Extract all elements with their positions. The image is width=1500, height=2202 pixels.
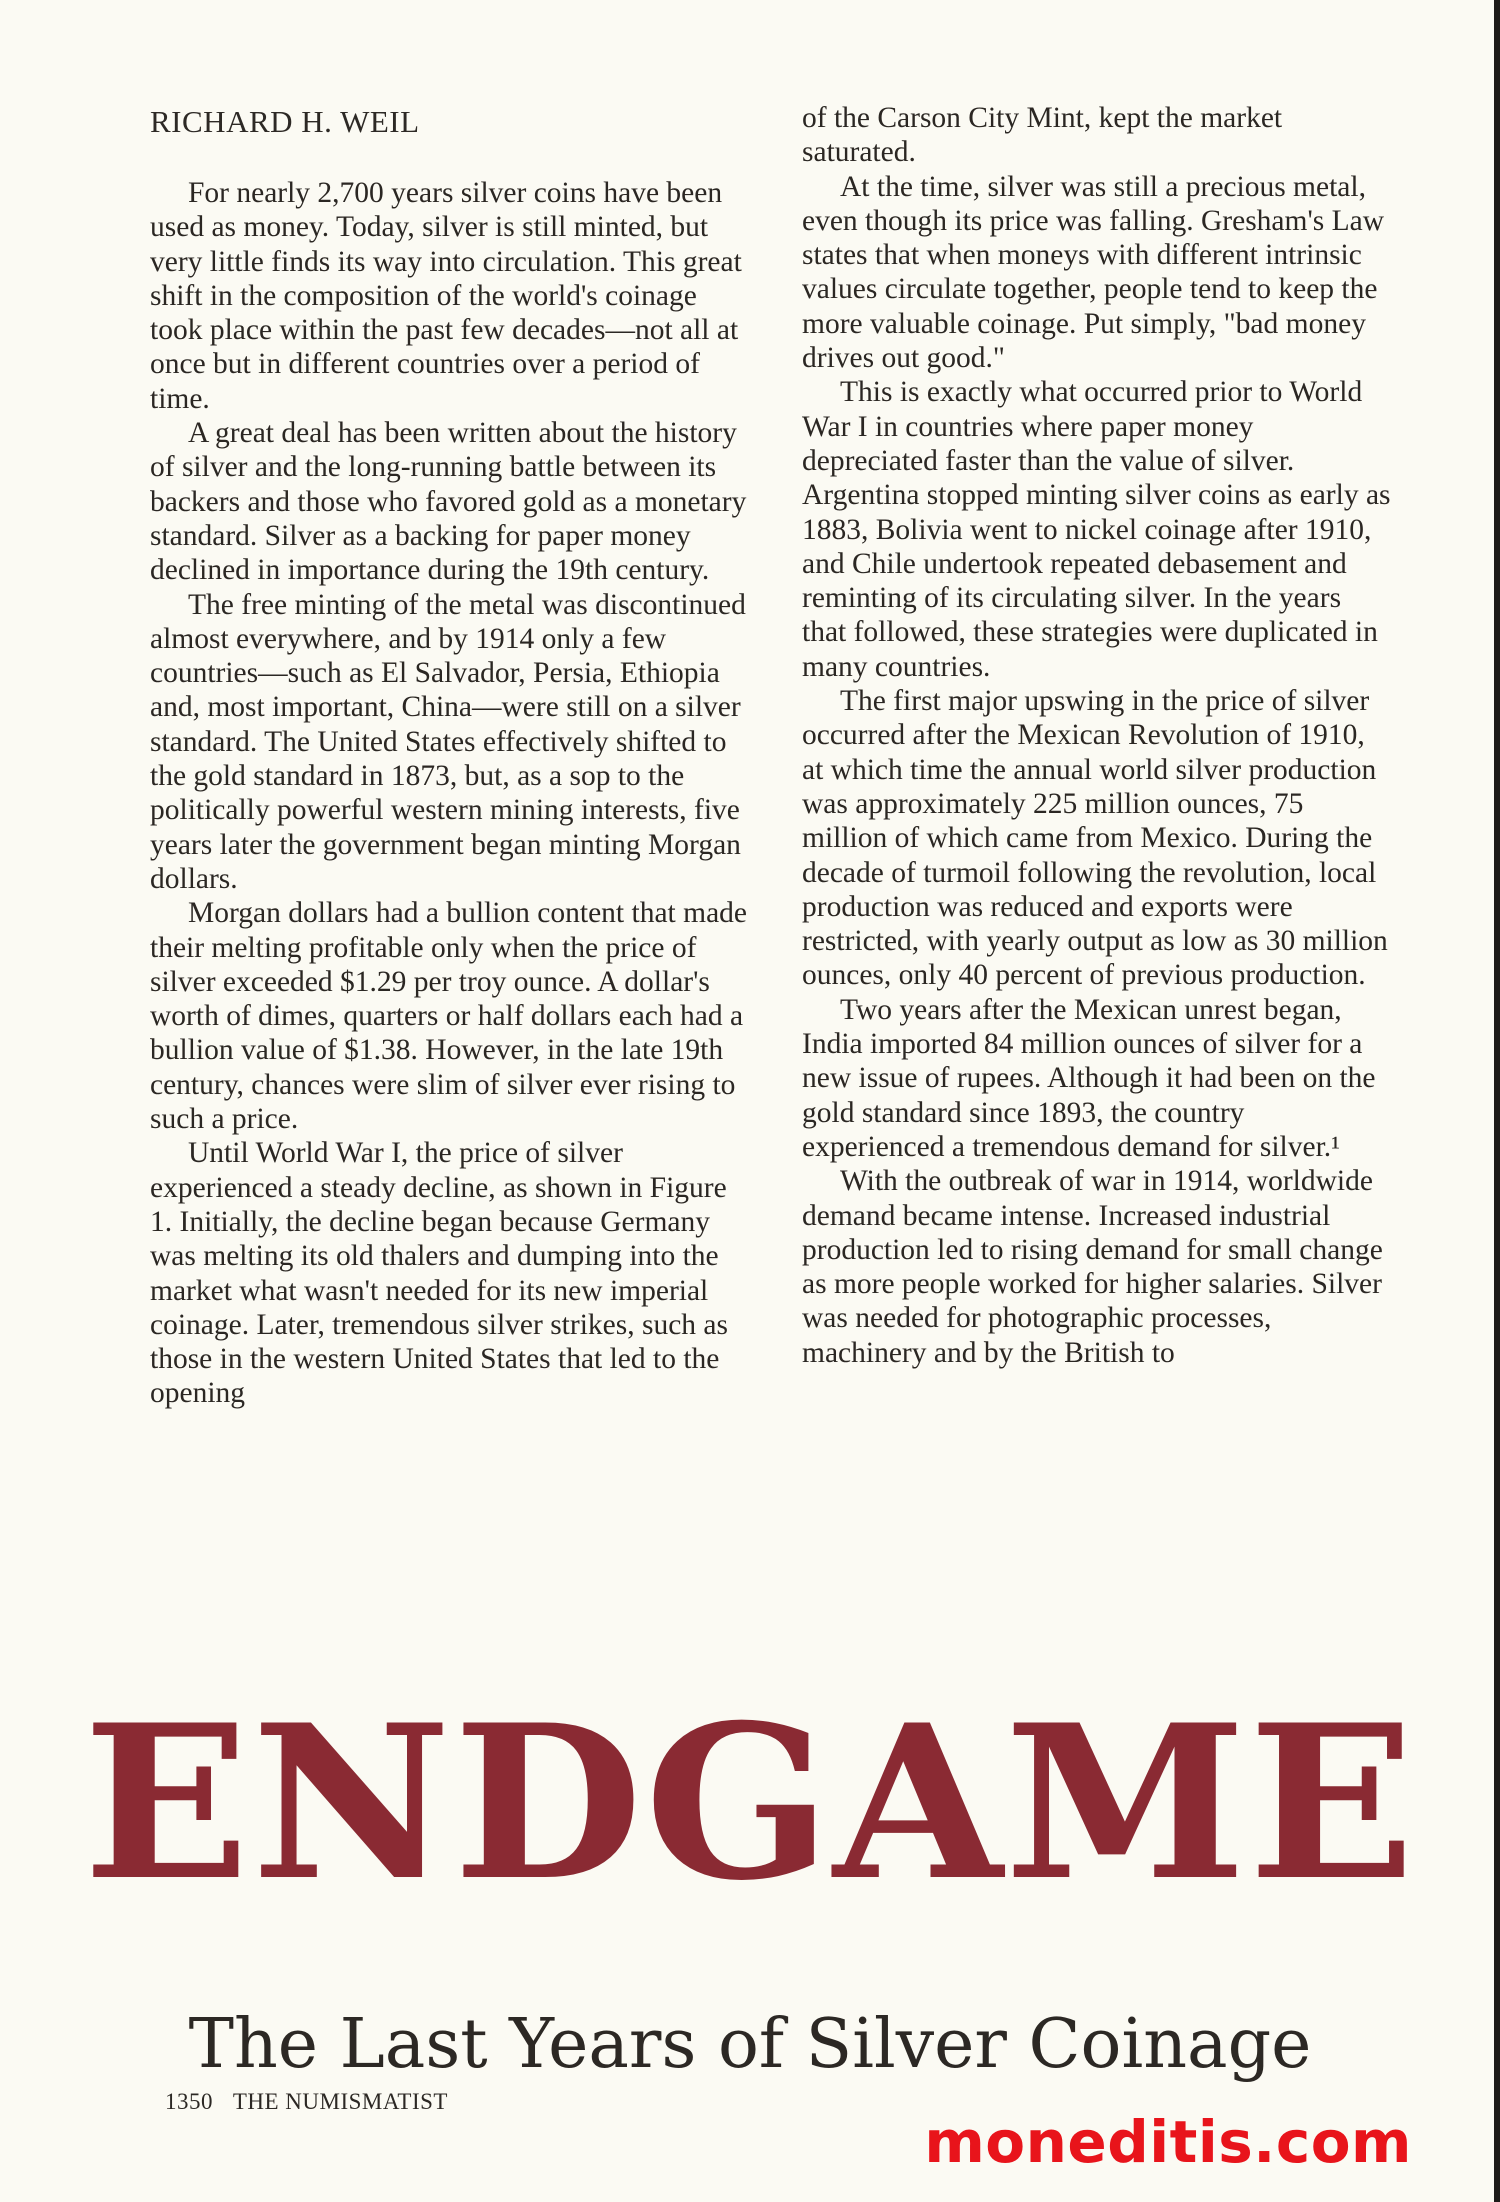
paragraph: With the outbreak of war in 1914, worldwide demand became intense. Increased industrial production led to rising demand for small change as more people worked for higher salaries. Silver was needed for photographic processes, machinery and by the British to (802, 1165, 1383, 1369)
left-column (150, 176, 750, 1411)
watermark: moneditis.com (924, 2108, 1412, 2176)
paragraph: The first major upswing in the price of silver occurred after the Mexican Revolution of 1910, at which time the annual world silver production was approximately 225 million ounces, 75 million of which came from Mexico. During the decade of turmoil following the revolution, local production was reduced and exports were restricted, with yearly output as low as 30 million ounces, only 40 percent of previous production. (802, 685, 1388, 992)
paragraph: This is exactly what occurred prior to World War I in countries where paper money depreciated faster than the value of silver. Argentina stopped minting silver coins as early as 1883, Bolivia went to nickel coinage after 1910, and Chile undertook repeated debasement and reminting of its circulating silver. In the years that followed, these strategies were duplicated in many countries. (802, 376, 1391, 683)
article-title: ENDGAME (83, 1678, 1417, 1927)
page-footer (165, 2089, 448, 2115)
paragraph: Until World War I, the price of silver experienced a steady decline, as shown in Figure 1. Initially, the decline began because Germany was melting its old thalers and dumping into the market what wasn't needed for its new imperial coinage. Later, tremendous silver strikes, such as those in the western United States that led to the opening (150, 1137, 728, 1410)
paragraph: For nearly 2,700 years silver coins have been used as money. Today, silver is still minted, but very little finds its way into circulation. This great shift in the composition of the world's coinage took place within the past few decades—not all at once but in different countries over a period of time. (150, 177, 742, 415)
paragraph: The free minting of the metal was discontinued almost everywhere, and by 1914 only a few countries—such as El Salvador, Persia, Ethiopia and, most important, China—were still on a silver standard. The United States effectively shifted to the gold standard in 1873, but, as a sop to the politically powerful western mining interests, five years later the government began minting Morgan dollars. (150, 588, 746, 895)
paragraph: A great deal has been written about the history of silver and the long-running battle between its backers and those who favored gold as a monetary standard. Silver as a backing for paper money declined in importance during the 19th century. (150, 417, 747, 587)
author-byline: RICHARD H. WEIL (150, 104, 420, 139)
page-number: 1350 (165, 2089, 213, 2114)
article-subtitle: The Last Years of Silver Coinage (188, 2005, 1312, 2084)
right-column (802, 101, 1392, 1370)
paragraph: At the time, silver was still a precious metal, even though its price was falling. Gresham's Law states that when moneys with different intrinsic values circulate together, people tend to keep the more valuable coinage. Put simply, "bad money drives out good." (802, 170, 1385, 375)
publication-name: THE NUMISMATIST (232, 2089, 448, 2114)
paragraph: Two years after the Mexican unrest began, India imported 84 million ounces of silver for a new issue of rupees. Although it had been on the gold standard since 1893, the country experienced a tremendous demand for silver.¹ (802, 993, 1376, 1163)
paragraph-continuation: of the Carson City Mint, kept the market saturated. (802, 102, 1283, 169)
paragraph: Morgan dollars had a bullion content that made their melting profitable only when the price of silver exceeded $1.29 per troy ounce. A dollar's worth of dimes, quarters or half dollars each had a bullion value of $1.38. However, in the late 19th century, chances were slim of silver ever rising to such a price. (150, 897, 748, 1136)
